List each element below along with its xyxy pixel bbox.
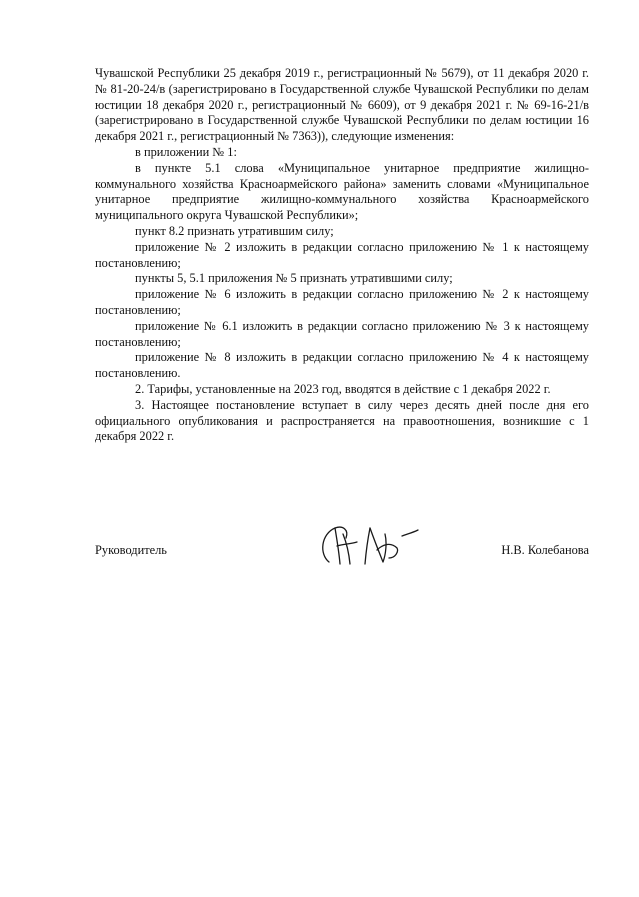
paragraph-appendix-8: приложение № 8 изложить в редакции согласно приложению № 4 к настоящему постановлению. [95, 350, 589, 381]
paragraph-appendix-6-1: приложение № 6.1 изложить в редакции согласно приложению № 3 к настоящему постановлению; [95, 318, 589, 349]
paragraph-registration-continuation: Чувашской Республики 25 декабря 2019 г., регистрационный № 5679), от 11 декабря 2020 г. № 81-20-24/в (зарегистрировано в Государственной службе Чувашской Республики по делам юстиции 18 декабря 2020 г., регистрационный № 6609), от 9 декабря 2021 г. № 69-16-21/в (зарегистрировано в Государственной службе Чувашской Республики по делам юстиции 16 декабря 2021 г., регистрационный № 7363)), следующие изменения: [95, 66, 589, 144]
signature-block [95, 520, 589, 580]
paragraph-appendix-5-clauses: пункты 5, 5.1 приложения № 5 признать утратившими силу; [135, 271, 453, 286]
handwritten-signature [313, 520, 423, 570]
paragraph-item-2-tariffs: 2. Тарифы, установленные на 2023 год, вводятся в действие с 1 декабря 2022 г. [135, 381, 551, 396]
paragraph-appendix-6: приложение № 6 изложить в редакции согласно приложению № 2 к настоящему постановлению; [95, 287, 589, 317]
paragraph-appendix-1-intro: в приложении № 1: [135, 144, 237, 159]
document-body [95, 66, 589, 445]
paragraph-clause-8-2: пункт 8.2 признать утратившим силу; [135, 223, 334, 238]
paragraph-item-3-effective-date: 3. Настоящее постановление вступает в силу через десять дней после дня его официального опубликования и распространяется на правоотношения, возникшие с 1 декабря 2022 г. [95, 397, 589, 444]
paragraph-appendix-2: приложение № 2 изложить в редакции согласно приложению № 1 к настоящему постановлению; [95, 239, 589, 270]
signer-name: Н.В. Колебанова [501, 543, 589, 557]
paragraph-clause-5-1: в пункте 5.1 слова «Муниципальное унитарное предприятие жилищно-коммунального хозяйства Красноармейского района» заменить словами «Муниципальное унитарное предприятие жилищно-коммунального хозяйства Красноармейского муниципального округа Чувашской Республики»; [95, 160, 589, 223]
signer-position: Руководитель [95, 543, 167, 557]
